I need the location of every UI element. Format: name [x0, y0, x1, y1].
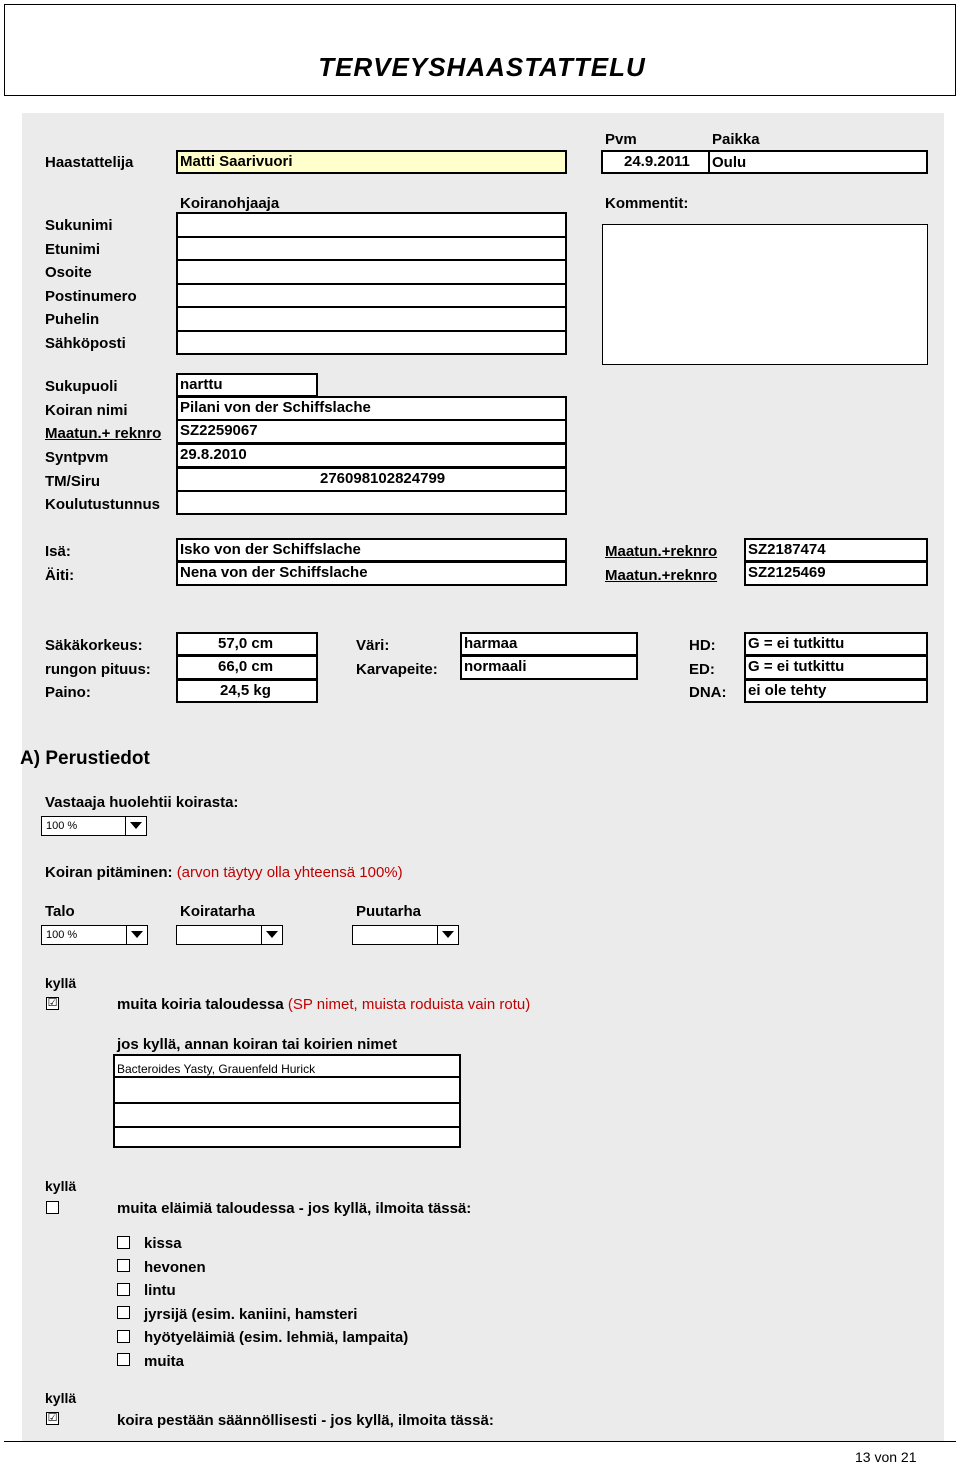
kennel-label: Koiratarha — [180, 903, 256, 920]
weight-field[interactable]: 24,5 kg — [176, 679, 318, 703]
animal-checkbox-rodent[interactable] — [117, 1306, 130, 1319]
dog-name-row[interactable] — [115, 1128, 459, 1146]
place-field[interactable]: Oulu — [712, 154, 747, 171]
email-label: Sähköposti — [45, 335, 126, 352]
chevron-down-icon[interactable] — [125, 817, 146, 835]
dam-reg-field[interactable]: SZ2125469 — [744, 561, 928, 586]
height-field[interactable]: 57,0 cm — [176, 632, 318, 656]
keeping-note: (arvon täytyy olla yhteensä 100%) — [176, 864, 403, 881]
dam-field[interactable]: Nena von der Schiffslache — [176, 561, 567, 586]
color-label: Väri: — [356, 637, 390, 654]
email-field[interactable] — [178, 332, 565, 353]
birth-label: Syntpvm — [45, 449, 109, 466]
sire-label: Isä: — [45, 543, 71, 560]
lastname-field[interactable] — [178, 214, 565, 238]
training-field[interactable] — [176, 490, 567, 515]
animal-checkbox-other[interactable] — [117, 1353, 130, 1366]
caretaker-value: 100 % — [46, 820, 78, 832]
reg-field[interactable]: SZ2259067 — [176, 419, 567, 444]
dog-name-row[interactable]: Bacteroides Yasty, Grauenfeld Hurick — [115, 1056, 459, 1078]
other-animals-label: muita eläimiä taloudessa - jos kyllä, ilmoita tässä: — [117, 1200, 472, 1217]
sex-field[interactable]: narttu — [176, 373, 318, 397]
handler-heading: Koiranohjaaja — [180, 195, 280, 212]
chevron-down-icon[interactable] — [437, 926, 458, 944]
animal-checkbox-livestock[interactable] — [117, 1330, 130, 1343]
yard-dropdown[interactable] — [352, 925, 459, 945]
washed-label: koira pestään säännöllisesti - jos kyllä, ilmoita tässä: — [117, 1412, 494, 1429]
house-value: 100 % — [46, 929, 78, 941]
house-label: Talo — [45, 903, 75, 920]
kennel-dropdown[interactable] — [176, 925, 283, 945]
length-label: rungon pituus: — [45, 661, 151, 678]
animal-checkbox-cat[interactable] — [117, 1236, 130, 1249]
page-title: TERVEYSHAASTATTELU — [318, 52, 646, 82]
hd-field[interactable]: G = ei tutkittu — [744, 632, 928, 656]
date-place-divider — [708, 150, 710, 174]
dog-name-label: Koiran nimi — [45, 402, 128, 419]
postcode-field[interactable] — [178, 285, 565, 308]
phone-field[interactable] — [178, 308, 565, 332]
sire-field[interactable]: Isko von der Schiffslache — [176, 538, 567, 562]
interviewer-label: Haastattelija — [45, 154, 134, 171]
coat-label: Karvapeite: — [356, 661, 438, 678]
other-dogs-note: (SP nimet, muista roduista vain rotu) — [287, 996, 531, 1013]
firstname-field[interactable] — [178, 238, 565, 261]
interviewer-field[interactable]: Matti Saarivuori — [176, 150, 567, 174]
place-label: Paikka — [712, 131, 760, 148]
hd-label: HD: — [689, 637, 716, 654]
animal-checkbox-horse[interactable] — [117, 1259, 130, 1272]
other-dogs-label: muita koiria taloudessa — [117, 996, 284, 1013]
animal-label-horse: hevonen — [144, 1259, 206, 1276]
dam-label: Äiti: — [45, 567, 75, 584]
length-field[interactable]: 66,0 cm — [176, 655, 318, 680]
handler-fields — [176, 212, 567, 355]
color-field[interactable]: harmaa — [460, 632, 638, 656]
yes-label-animals: kyllä — [45, 1178, 77, 1194]
lastname-label: Sukunimi — [45, 217, 113, 234]
dna-field[interactable]: ei ole tehty — [744, 679, 928, 703]
caretaker-label: Vastaaja huolehtii koirasta: — [45, 794, 239, 811]
sire-reg-label: Maatun.+reknro — [605, 543, 718, 560]
other-dogs-checkbox[interactable]: ☑ — [47, 997, 58, 1009]
keeping-label: Koiran pitäminen: — [45, 864, 173, 881]
chip-label: TM/Siru — [45, 473, 100, 490]
chevron-down-icon[interactable] — [126, 926, 147, 944]
animal-label-cat: kissa — [144, 1235, 182, 1252]
other-animals-checkbox[interactable] — [46, 1201, 59, 1214]
sex-label: Sukupuoli — [45, 378, 118, 395]
yes-label-washed: kyllä — [45, 1390, 77, 1406]
chip-field[interactable]: 276098102824799 — [176, 467, 567, 492]
postcode-label: Postinumero — [45, 288, 137, 305]
animal-label-livestock: hyötyeläimiä (esim. lehmiä, lampaita) — [144, 1329, 409, 1346]
comments-field[interactable] — [602, 224, 928, 365]
yard-label: Puutarha — [356, 903, 422, 920]
date-field[interactable]: 24.9.2011 — [601, 150, 928, 174]
weight-label: Paino: — [45, 684, 91, 701]
dog-name-field[interactable]: Pilani von der Schiffslache — [176, 396, 567, 421]
firstname-label: Etunimi — [45, 241, 100, 258]
yes-label-dogs: kyllä — [45, 975, 77, 991]
other-dogs-row — [117, 996, 530, 1014]
dam-reg-label: Maatun.+reknro — [605, 567, 718, 584]
height-label: Säkäkorkeus: — [45, 637, 143, 654]
dog-name-row[interactable] — [115, 1080, 459, 1104]
dna-label: DNA: — [689, 684, 727, 701]
animal-label-rodent: jyrsijä (esim. kaniini, hamsteri — [144, 1306, 358, 1323]
house-dropdown[interactable] — [41, 925, 148, 945]
training-label: Koulutustunnus — [45, 496, 160, 513]
phone-label: Puhelin — [45, 311, 100, 328]
comments-label: Kommentit: — [605, 195, 689, 212]
chevron-down-icon[interactable] — [261, 926, 282, 944]
dog-name-row[interactable] — [115, 1104, 459, 1128]
sire-reg-field[interactable]: SZ2187474 — [744, 538, 928, 562]
section-a-heading: A) Perustiedot — [20, 748, 150, 769]
animal-label-other: muita — [144, 1353, 185, 1370]
ed-label: ED: — [689, 661, 715, 678]
address-field[interactable] — [178, 261, 565, 285]
address-label: Osoite — [45, 264, 92, 281]
names-label: jos kyllä, annan koiran tai koirien nimet — [117, 1036, 398, 1053]
ed-field[interactable]: G = ei tutkittu — [744, 655, 928, 680]
animal-label-bird: lintu — [144, 1282, 176, 1299]
bottom-rule — [4, 1441, 956, 1442]
page-number: 13 von 21 — [855, 1449, 917, 1465]
animal-checkbox-bird[interactable] — [117, 1283, 130, 1296]
date-label: Pvm — [605, 131, 637, 148]
caretaker-dropdown[interactable] — [41, 816, 147, 836]
reg-label: Maatun.+ reknro — [45, 425, 162, 442]
washed-checkbox[interactable]: ☑ — [47, 1412, 58, 1424]
keeping-label-row — [45, 864, 403, 882]
names-table — [113, 1054, 461, 1148]
birth-field[interactable]: 29.8.2010 — [176, 443, 567, 468]
coat-field[interactable]: normaali — [460, 655, 638, 680]
